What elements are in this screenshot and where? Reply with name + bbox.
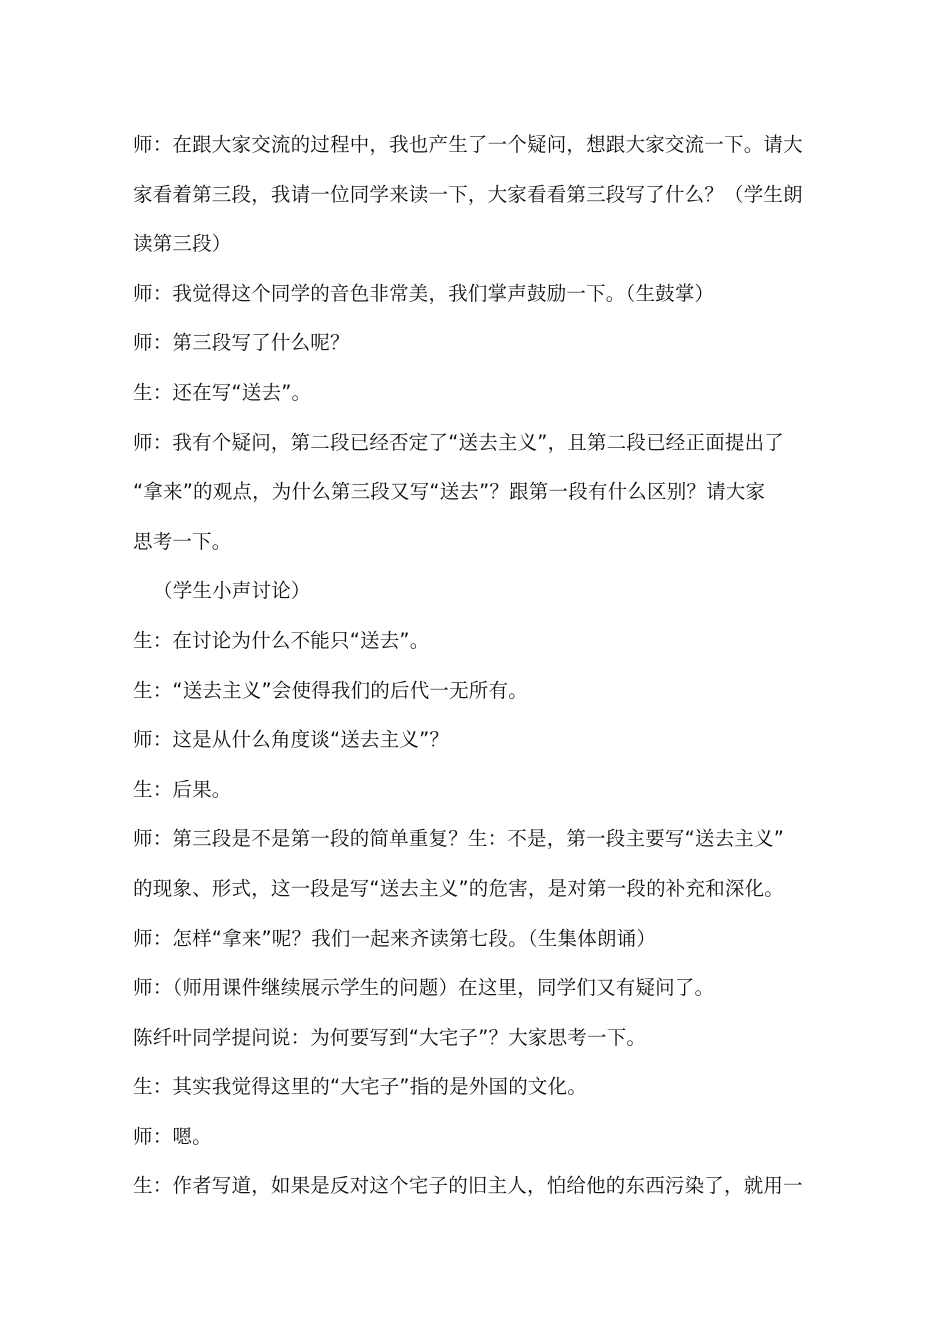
paragraph-line: 师：这是从什么角度谈“送去主义”？: [133, 728, 450, 752]
paragraph-line: 生：在讨论为什么不能只“送去”。: [133, 628, 430, 652]
paragraph-line: “拿来”的观点，为什么第三段又写“送去”？跟第一段有什么区别？请大家: [133, 480, 766, 504]
document-body: [133, 120, 823, 1211]
paragraph-line: 生：“送去主义”会使得我们的后代一无所有。: [133, 678, 528, 702]
paragraph-line: 思考一下。: [133, 529, 232, 553]
paragraph-line: 的现象、形式，这一段是写“送去主义”的危害，是对第一段的补充和深化。: [133, 876, 785, 900]
paragraph-line: 生：还在写“送去”。: [133, 380, 312, 404]
paragraph-line: 生：其实我觉得这里的“大宅子”指的是外国的文化。: [133, 1075, 588, 1099]
paragraph-line: 生：后果。: [133, 777, 232, 801]
stage-direction-line: （学生小声讨论）: [153, 579, 311, 603]
paragraph-line: 师：嗯。: [133, 1124, 212, 1148]
paragraph-line: 师：第三段写了什么呢？: [133, 331, 350, 355]
paragraph-line: 师：在跟大家交流的过程中，我也产生了一个疑问，想跟大家交流一下。请大: [133, 133, 803, 156]
paragraph-line: 读第三段）: [133, 232, 232, 256]
paragraph-line: 师：怎样“拿来”呢？我们一起来齐读第七段。（生集体朗诵）: [133, 926, 657, 950]
paragraph-line: 陈纤叶同学提问说：为何要写到“大宅子”？大家思考一下。: [133, 1025, 647, 1049]
paragraph-line: 师：我有个疑问，第二段已经否定了“送去主义”，且第二段已经正面提出了: [133, 430, 785, 454]
paragraph-line: 家看着第三段，我请一位同学来读一下，大家看看第三段写了什么？（学生朗: [133, 182, 803, 206]
paragraph-line: 师：（师用课件继续展示学生的问题）在这里，同学们又有疑问了。: [133, 976, 715, 1000]
paragraph-line: 师：第三段是不是第一段的简单重复？生：不是，第一段主要写“送去主义”: [133, 827, 785, 851]
paragraph-line: 生：作者写道，如果是反对这个宅子的旧主人，怕给他的东西污染了，就用一: [133, 1174, 803, 1198]
paragraph-line: 师：我觉得这个同学的音色非常美，我们掌声鼓励一下。（生鼓掌）: [133, 281, 715, 305]
